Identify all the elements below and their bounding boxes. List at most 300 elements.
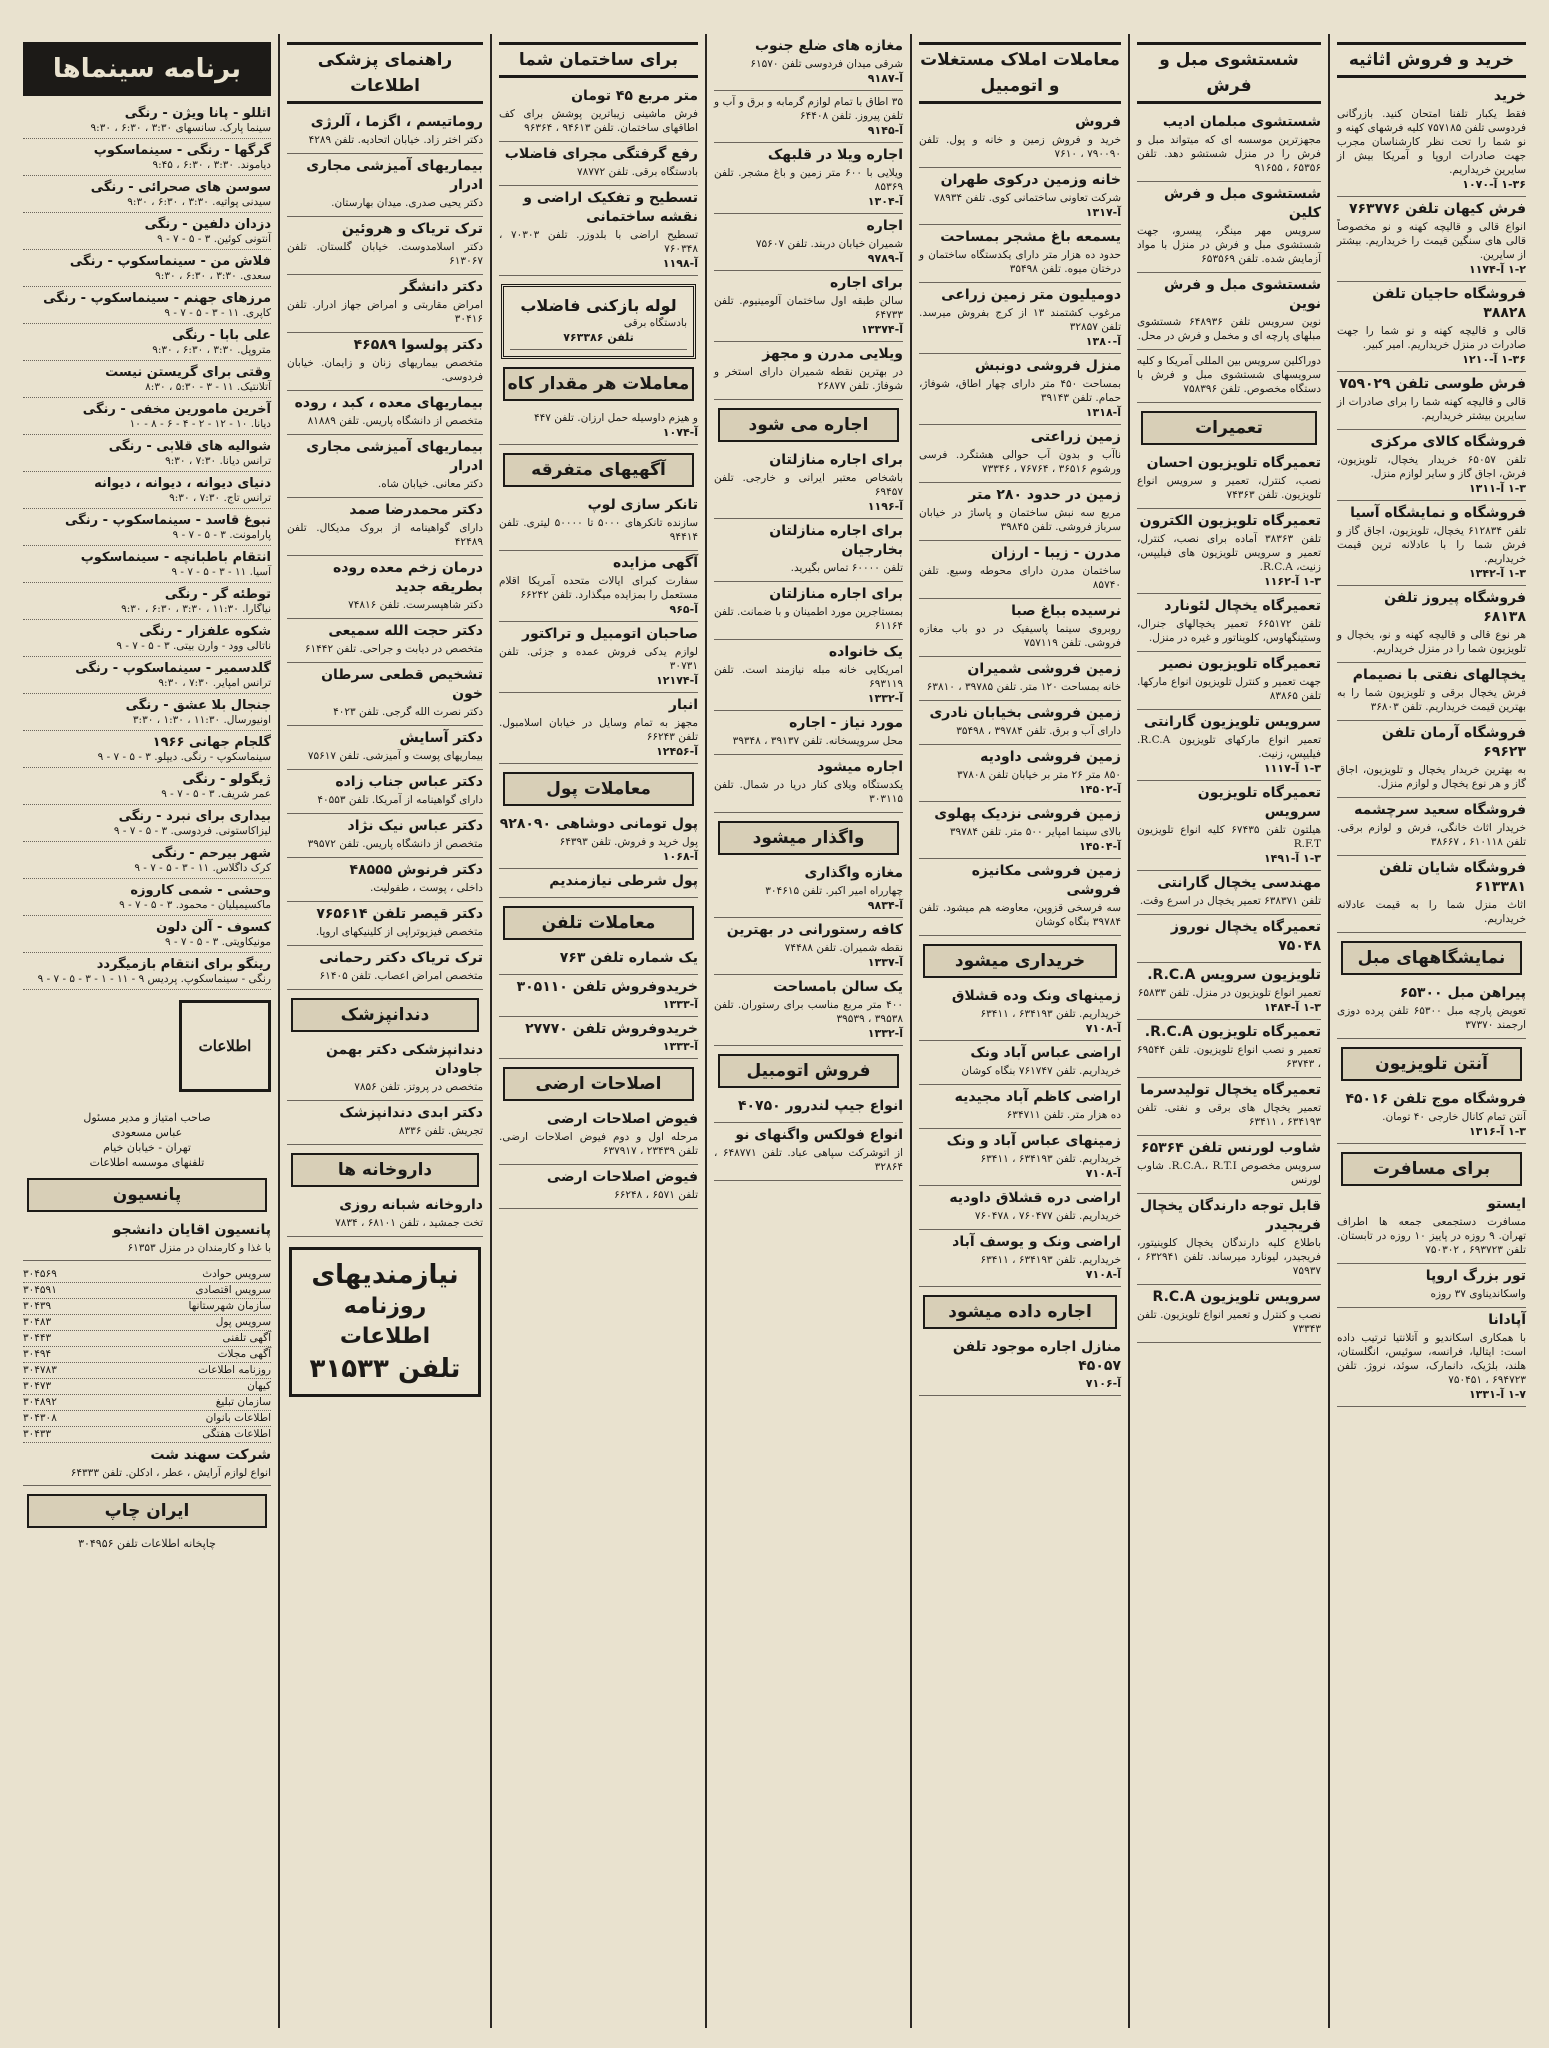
classified-ad [499, 693, 698, 764]
classified-ad [499, 812, 698, 869]
ad-phone: آ-۱۱۹۸ [662, 257, 698, 270]
directory-number: ۳۰۴۳۰۸ [23, 1412, 57, 1424]
classified-ad [714, 918, 903, 975]
ad-body: ده هزار متر. تلفن ۶۳۴۷۱۱ [1006, 1109, 1121, 1121]
classified-ad [919, 283, 1121, 354]
ad-body: خریداریم. تلفن ۶۳۴۱۹۳ ، ۶۳۴۱۱ [980, 1153, 1121, 1165]
ad-title: ویلایی مدرن و مجهز [762, 346, 903, 362]
ad-title: یخچالهای نفتی با نصیمام [1352, 667, 1526, 683]
publisher-line4: تلفنهای موسسه اطلاعات [89, 1156, 205, 1169]
publisher-line2: عباس مسعودی [111, 1126, 183, 1139]
classified-ad [1337, 721, 1526, 798]
ad-phone: آ-۱۳۳۲ [867, 692, 903, 705]
ad-body: فرش یخچال برقی و تلویزیون شما را به بهترین قیمت خریداریم. تلفن ۳۶۸۰۳ [1337, 687, 1526, 713]
ad-body: تعویض پارچه مبل ۶۵۳۰۰ تلفن پرده دوزی ارجمند ۳۷۳۷۰ [1337, 1005, 1526, 1031]
classified-ad [919, 984, 1121, 1041]
ad-title: بیماریهای آمیزشی مجاری ادرار [306, 158, 483, 193]
cinema-listing [23, 842, 271, 879]
ad-body: باشخاص معتبر ایرانی و خارجی. تلفن ۶۹۴۵۷ [714, 472, 903, 498]
classified-ad [499, 142, 698, 186]
cinema-listing [23, 398, 271, 435]
ad-title: دکتر عباس نیک نژاد [347, 818, 483, 834]
ad-phone: آ-۱۳۳۷ [867, 956, 903, 969]
ad-title: اراضی دره قشلاق داودیه [949, 1190, 1121, 1206]
ad-phone: ۱-۳۶ آ-۱۲۱۰ [1462, 353, 1526, 366]
classified-ad [1337, 1087, 1526, 1144]
classified-ad [1137, 710, 1321, 781]
column-header: راهنمای پزشکی اطلاعات [287, 42, 483, 104]
ad-title: فروشگاه آرمان تلفن ۶۹۶۲۳ [1381, 725, 1526, 760]
cinema-showtimes: دیاموند. ۳:۳۰ ، ۶:۳۰ ، ۹:۴۵ [152, 159, 271, 171]
column-header: خرید و فروش اثاثیه [1337, 42, 1526, 78]
classified-ad [1337, 798, 1526, 856]
ad-body: لوازم یدکی فروش عمده و جزئی. تلفن ۳۰۷۳۱ [499, 646, 698, 672]
cinema-listing [23, 583, 271, 620]
ad-phone: ۱-۳ آ-۱۴۸۴ [1263, 1001, 1321, 1014]
classified-ad [287, 726, 483, 770]
cinema-showtimes: ترانس امپایر. ۷:۳۰ ، ۹:۳۰ [158, 677, 271, 689]
cinema-showtimes: ترانس تاج. ۷:۳۰ ، ۹:۳۰ [169, 492, 271, 504]
ad-title: فیوض اصلاحات ارضی [546, 1111, 698, 1127]
ad-body: دارای گواهینامه از بروک مدیکال. تلفن ۴۲۴۸۹ [287, 522, 483, 548]
ad-title: فرش کیهان تلفن ۷۶۳۷۷۶ [1348, 201, 1526, 217]
ad-body: متخصص بیماریهای زنان و زایمان. خیابان فردوسی. [287, 357, 483, 383]
ad-body: تلفن ۶۵۷۱ ، ۶۶۲۴۸ [614, 1189, 698, 1201]
ad-title: دندانپزشکی دکتر بهمن جاودان [325, 1042, 483, 1077]
ad-phone: آ-۱۳۱۷ [1085, 206, 1121, 219]
ad-body: محل سرویسخانه. تلفن ۳۹۱۳۷ ، ۳۹۳۴۸ [732, 735, 903, 747]
ad-phone: آ-۱۴۵۰۲ [1079, 783, 1121, 796]
cinema-listing [23, 139, 271, 176]
ad-title: کافه رستورانی در بهترین [726, 922, 903, 938]
ad-body: سفارت کبرای ایالات متحده آمریکا اقلام مستعمل را بمزایده میگذارد. تلفن ۶۶۲۴۲ [499, 575, 698, 601]
classified-ad [287, 556, 483, 619]
classified-ad [1337, 586, 1526, 663]
directory-name: سرویس پول [215, 1316, 271, 1328]
classified-ad [287, 1101, 483, 1145]
ad-phone: آ-۱۲۴۵۶ [656, 745, 698, 758]
ad-title: شستشوی مبلمان ادیب [1162, 114, 1321, 130]
classified-ad [510, 293, 687, 350]
ad-title: ترک تریاک و هروئین [341, 221, 483, 237]
directory-number: ۳۰۴۹۴ [23, 1348, 52, 1360]
ad-body: خریداریم. تلفن ۷۶۰۴۷۷ ، ۷۶۰۴۷۸ [974, 1210, 1121, 1222]
cinema-title: گلدسمیر - سینماسکوپ - رنگی [75, 661, 271, 676]
ad-body: مرغوب کشتمند ۱۳ از کرج بفروش میرسد. تلفن ۳۲۸۵۷ [919, 307, 1121, 333]
ad-body: خریداریم. تلفن ۶۳۴۱۹۳ ، ۶۳۴۱۱ [980, 1254, 1121, 1266]
ad-title: فروشگاه پیروز تلفن ۶۸۱۳۸ [1384, 590, 1526, 625]
cinema-title: وقتی برای گریستن نیست [105, 365, 271, 380]
section-header: معاملات تلفن [503, 906, 694, 940]
ad-title: اجاره [866, 218, 903, 234]
cinema-title: شوالیه های قلابی - رنگی [108, 439, 271, 454]
cinema-title: شهر بیرحم - رنگی [151, 846, 271, 861]
classified-ad [287, 110, 483, 154]
ad-title: زمین زراعتی [1030, 429, 1121, 445]
cinema-title: دنیای دیوانه ، دیوانه ، دیوانه [94, 476, 271, 491]
ad-phone: ۱-۳ آ-۱۳۱۱ [1468, 482, 1526, 495]
ad-title: شستشوی مبل و فرش کلین [1164, 186, 1321, 221]
ad-title: اراضی عباس آباد ونک [970, 1045, 1121, 1061]
ad-body: تعمیر یخچال های برقی و نفتی. تلفن ۶۳۴۱۹۳ ، ۶۳۴۱۱ [1137, 1102, 1321, 1128]
column-header: برنامه سینماها [23, 42, 271, 96]
ad-company [23, 1443, 271, 1486]
classified-ad [1337, 501, 1526, 586]
ad-phone: آ-۹۶۵ [669, 603, 698, 616]
ad-title: فروشگاه کالای مرکزی [1370, 434, 1526, 450]
section-ads [287, 1038, 483, 1145]
section-header: تعمیرات [1141, 411, 1317, 445]
ad-body: شرکت تعاونی ساختمانی کوی. تلفن ۷۸۹۳۴ [933, 192, 1121, 204]
ad-body: تلفن ۶۵۰۵۷ خریدار یخچال، تلویزیون، فرش، اجاق گاز و سایر لوازم منزل. [1337, 454, 1527, 480]
classified-ad [499, 1017, 698, 1059]
classified-ad [287, 946, 483, 990]
classified-ad [919, 1041, 1121, 1085]
directory-name: سرویس حوادث [202, 1268, 271, 1280]
directory-row [23, 1331, 271, 1347]
classified-ad [287, 858, 483, 902]
ad-title: فروشگاه و نمایشگاه آسیا [1350, 505, 1526, 521]
ad-title: یک سالن بامساحت [773, 979, 903, 995]
section-header: خریداری میشود [923, 944, 1117, 978]
ad-phone: ۱-۳ آ-۱۳۴۲ [1468, 567, 1526, 580]
classified-ad [1337, 1264, 1526, 1308]
section-ads [499, 1107, 698, 1209]
ad-title: بیماریهای معده ، کبد ، روده [294, 395, 483, 411]
ad-title: مورد نیاز - اجاره [789, 715, 903, 731]
ad-phone: آ-۱۱۹۶ [867, 500, 903, 513]
ad-title: انواع جیپ لندرور ۴۰۷۵۰ [737, 1098, 903, 1114]
ad-title: تعمیرگاه یخچال نوروز ۷۵۰۴۸ [1170, 919, 1321, 954]
cinema-title: فلاش من - سینماسکوپ - رنگی [69, 254, 271, 269]
directory-number: ۳۰۴۳۳ [23, 1428, 52, 1440]
column-4 [705, 34, 910, 2028]
ad-title: اراضی کاظم آباد مجیدیه [954, 1089, 1121, 1105]
classified-ad [919, 168, 1121, 225]
ad-body: قالی و قالیچه کهنه شما را برای صادرات از سایرین بیشتر خریداریم. [1337, 396, 1526, 422]
cinema-listing [23, 287, 271, 324]
classified-ad [287, 902, 483, 946]
classified-ad [1137, 451, 1321, 509]
ad-title: زمین فروشی داودیه [980, 749, 1121, 765]
ad-body: انواع قالی و قالیچه کهنه و نو مخصوصاً قالی های سنگین قیمت را خریداریم. بیشتر از سایرین. [1337, 221, 1526, 261]
phone-directory [23, 1267, 271, 1443]
ad-body: شمیران خیابان دربند. تلفن ۷۵۶۰۷ [755, 238, 903, 250]
directory-row [23, 1283, 271, 1299]
ad-title: اجاره میشود [817, 759, 903, 775]
classified-ad [1337, 663, 1526, 721]
classified-ad [499, 622, 698, 693]
ad-title: دکتر قیصر تلفن ۷۶۵۶۱۴ [316, 906, 483, 922]
ad-title: سرویس تلویزیون R.C.A [1152, 1289, 1321, 1305]
ad-line: روزنامه اطلاعات [339, 1294, 431, 1349]
ad-title: مهندسی یخچال گارانتی [1157, 875, 1321, 891]
ad-body: چهارراه امیر اکبر. تلفن ۳۰۴۶۱۵ [765, 885, 903, 897]
classified-ad [1337, 981, 1526, 1039]
ad-title: فروشگاه حاجیان تلفن ۳۸۸۲۸ [1372, 286, 1526, 321]
ad-body: واسکاندیناوی ۳۷ روزه [1430, 1288, 1526, 1300]
directory-name: سرویس اقتصادی [195, 1284, 271, 1296]
columns-container [16, 34, 1533, 2028]
ad-body: سالن طبقه اول ساختمان آلومینیوم. تلفن ۶۴۷۳۳ [714, 295, 903, 321]
cinema-title: مرزهای جهنم - سینماسکوپ - رنگی [43, 291, 271, 306]
ad-title: دکتر فرنوش ۴۸۵۵۵ [349, 862, 483, 878]
ad-phone: آ-۱۳۱۸ [1085, 406, 1121, 419]
ad-title: فروشگاه موج تلفن ۴۵۰۱۶ [1345, 1091, 1526, 1107]
ad-title: بیماریهای آمیزشی مجاری ادرار [306, 439, 483, 474]
cinema-showtimes: ترانس دیانا. ۷:۳۰ ، ۹:۳۰ [165, 455, 271, 467]
ad-phone: آ-۱۳۸۰ [1085, 335, 1121, 348]
ad-body: خریدار اثاث خانگی، فرش و لوازم برقی. تلفن ۶۱۰۱۱۸ ، ۳۸۶۶۷ [1337, 822, 1526, 848]
ad-body: تعمیر انواع تلویزیون در منزل. تلفن ۶۵۸۳۳ [1137, 987, 1321, 999]
classified-ad [287, 1038, 483, 1101]
ad-phone: آ-۹۱۴۵ [867, 124, 903, 137]
section-ads [919, 1335, 1121, 1396]
classified-ad [1137, 871, 1321, 915]
ad-body: هر نوع قالی و قالیچه کهنه و نو، یخچال و تلویزیون شما را در منزل خریداریم. [1337, 629, 1526, 655]
ad-title: زمین فروشی شمیران [967, 661, 1121, 677]
ad-body: متخصص در دیابت و جراحی. تلفن ۶۱۴۴۲ [304, 643, 483, 655]
ad-phone: ۱-۳ آ-۱۱۱۷ [1263, 762, 1321, 775]
ad-title: دکتر پولسوا ۴۶۵۸۹ [353, 337, 483, 353]
ad-title: سرویس تلویزیون گارانتی [1143, 714, 1321, 730]
ad-title: آپادانا [1488, 1312, 1526, 1328]
ad-title: صاحبان اتومبیل و تراکتور [521, 626, 698, 642]
ad-body: دوراکلین سرویس بین المللی آمریکا و کلیه سرویسهای شستشوی مبل و فرش با دستگاه مخصوص. تلفن ۷۵۸۳۹۶ [1137, 355, 1321, 395]
classified-ad [287, 435, 483, 498]
classified-ad [919, 1085, 1121, 1129]
ad-body: آنتن تمام کانال خارجی ۴۰ تومان. [1382, 1111, 1526, 1123]
ad-body: خریداریم. تلفن ۷۶۱۷۴۷ بنگاه کوشان [961, 1065, 1121, 1077]
ad-title: تلویزیون سرویس R.C.A. [1147, 967, 1321, 983]
ad-body: ساختمان مدرن دارای محوطه وسیع. تلفن ۸۵۷۴۰ [919, 565, 1121, 591]
ad-body: خرید و فروش زمین و خانه و پول. تلفن ۷۹۰۰۹۰ ، ۷۶۱۰ [919, 134, 1121, 160]
ad-body: بادستگاه برقی. تلفن ۷۸۷۷۲ [576, 166, 698, 178]
ad-title: تشخیص قطعی سرطان خون [321, 667, 483, 702]
ad-body: در بهترین نقطه شمیران دارای استخر و شوفاژ. تلفن ۲۶۸۷۷ [714, 366, 903, 392]
ad-title: خریدوفروش تلفن ۳۰۵۱۱۰ [516, 979, 698, 995]
cinema-listing [23, 250, 271, 287]
ad-phone: آ-۱۳۳۳ [662, 998, 698, 1011]
classified-ad [499, 551, 698, 622]
ad-body: بمستاجرین مورد اطمینان و با ضمانت. تلفن ۶۱۱۶۴ [714, 606, 903, 632]
cinema-title: شکوه علفزار - رنگی [139, 624, 271, 639]
classified-ad [499, 975, 698, 1017]
ad-body: متخصص از دانشگاه پاریس. تلفن ۳۹۵۷۲ [307, 838, 483, 850]
cinema-showtimes: سیدنی پواتیه. ۳:۳۰ ، ۶:۳۰ ، ۹:۳۰ [127, 196, 271, 208]
cinema-listing [23, 213, 271, 250]
classified-ad [499, 1165, 698, 1209]
ad-phone: آ-۹۸۳۴ [867, 899, 903, 912]
ad-body: تلفن ۳۸۳۶۳ آماده برای نصب، کنترل، تعمیر و سرویس تلویزیون های فیلیپس، زنیت، R.C.A. [1137, 533, 1321, 573]
ad-body: دکتر یحیی صدری. میدان بهارستان. [331, 197, 483, 209]
classified-ad [1137, 1194, 1321, 1285]
cinema-listing [23, 694, 271, 731]
section-ads [714, 861, 903, 1046]
section-header: دندانپزشک [291, 998, 479, 1032]
ad-phone: ۱-۳ آ-۱۴۹۱ [1263, 852, 1321, 865]
cinema-showtimes: پارامونت. ۳ - ۵ - ۷ - ۹ [172, 529, 271, 541]
classified-ad [919, 599, 1121, 657]
ad-body: دارای گواهینامه از آمریکا. تلفن ۴۰۵۵۳ [317, 794, 483, 806]
column-6 [278, 34, 490, 2028]
ad-body: نصب، کنترل، تعمیر و سرویس انواع تلویزیون. تلفن ۷۴۳۶۳ [1137, 475, 1321, 501]
ad-title: خرید [1493, 88, 1526, 104]
cinema-showtimes: کرک داگلاس. ۱۱ - ۳ - ۵ - ۷ - ۹ [134, 862, 271, 874]
ad-phone: آ-۱۳۳۷۴ [861, 323, 903, 336]
classified-ad [714, 640, 903, 711]
ad-title: تعمیرگاه تلویزیون R.C.A. [1144, 1024, 1321, 1040]
ad-body: سرویس مخصوص R.C.A.، R.T.I. شاوب لورنس [1137, 1160, 1321, 1186]
ad-line: تلفن ۳۱۵۳۳ [309, 1354, 461, 1384]
classified-ad [919, 483, 1121, 541]
ad-title: دکتر عباس جناب زاده [335, 774, 483, 790]
ad-title: انبار [668, 697, 698, 713]
cinema-showtimes: رنگی - سینماسکوپ. پردیس ۹ - ۱۱ - ۱ - ۳ - ۵ - ۷ - ۹ [37, 973, 271, 985]
classified-ad [1337, 1308, 1526, 1407]
ad-phone: ۱-۷ آ-۱۳۳۱ [1468, 1388, 1526, 1401]
classified-ad [1137, 110, 1321, 182]
cinema-title: سوسن های صحرائی - رنگی [90, 180, 271, 195]
ad-title: اجاره ویلا در قلبهک [767, 147, 903, 163]
classified-ad [919, 354, 1121, 425]
ad-body: مسافرت دستجمعی جمعه ها اطراف تهران. ۹ روزه در پاییز ۱۰ روزه در تابستان. تلفن ۶۹۳۷۲۳ ، ۷۵۰۳۰۲ [1337, 1216, 1526, 1256]
ad-title: زمین فروشی نزدیک پهلوی [934, 806, 1121, 822]
ad-body: بادستگاه برقی [623, 317, 687, 329]
cinema-title: رینگو برای انتقام بازمیگردد [96, 957, 271, 972]
cinema-title: جنجال بلا عشق - رنگی [125, 698, 271, 713]
classified-ad [287, 814, 483, 858]
ad-title: فروش [1075, 114, 1121, 130]
cinema-title: توطئه گر - رنگی [164, 587, 271, 602]
section-ads [919, 984, 1121, 1287]
ad-title: تسطیح و تفکیک اراضی و نقشه ساختمانی [523, 190, 698, 225]
directory-name: اطلاعات بانوان [205, 1412, 271, 1424]
ad-body: انواع لوازم آرایش ، عطر ، ادکلن. تلفن ۶۴۳۳۳ [70, 1467, 271, 1479]
classified-ad [1337, 372, 1526, 430]
ad-body: تخت جمشید ، تلفن ۶۸۱۰۱ ، ۷۸۳۴ [335, 1217, 483, 1229]
classified-ad [714, 448, 903, 519]
ad-title: دکتر دانشگر [400, 279, 483, 295]
classified-ad [499, 869, 698, 898]
ad-title: فروشگاه شایان تلفن ۶۱۳۳۸۱ [1379, 860, 1526, 895]
section-header: آگهیهای متفرقه [503, 453, 694, 487]
ad-phone: آ-۷۱۰۶ [1085, 1377, 1121, 1390]
ad-body: قالی و قالیچه کهنه و نو شما را جهت صادرات در منزل خریداریم. امیر کبیر. [1337, 325, 1526, 351]
ad-title: اراضی ونک و یوسف آباد [952, 1234, 1121, 1250]
ad-body: ۸۵۰ متر ۲۶ متر بر خیابان تلفن ۳۷۸۰۸ [956, 769, 1121, 781]
cinema-listing [23, 324, 271, 361]
directory-number: ۳۰۴۵۶۹ [23, 1268, 57, 1280]
classified-ad [287, 770, 483, 814]
ad-body: جهت تعمیر و کنترل تلویزیون انواع مارکها. تلفن ۸۳۸۶۵ [1137, 676, 1321, 702]
ad-title: تعمیرگاه تلویزیون سرویس [1197, 785, 1321, 820]
ad-body: تسطیح اراضی با بلدوزر. تلفن ۷۰۳۰۳ ، ۷۶۰۳۴۸ [499, 229, 698, 255]
cinema-title: نبوغ قاسد - سینماسکوپ - رنگی [65, 513, 271, 528]
classified-ad [919, 1186, 1121, 1230]
directory-name: روزنامه اطلاعات [198, 1364, 271, 1376]
ad-body: سازنده تانکرهای ۵۰۰۰ تا ۵۰۰۰۰ لیتری. تلفن ۹۴۴۱۴ [499, 517, 698, 543]
ad-phone: آ-۱۳۰۴ [867, 195, 903, 208]
classified-ad [1137, 594, 1321, 652]
classified-ad [1137, 781, 1321, 871]
cinema-title: اتللو - پانا ویژن - رنگی [124, 106, 271, 121]
cinema-listing [23, 472, 271, 509]
ad-body: یکدستگاه ویلای کنار دریا در شمال. تلفن ۳۰۳۱۱۵ [714, 779, 903, 805]
classified-ad [919, 701, 1121, 745]
directory-number: ۳۰۴۸۹۲ [23, 1396, 57, 1408]
ad-body: با غذا و کارمندان در منزل ۶۱۳۵۳ [127, 1242, 271, 1254]
ad-phone: آ-۱۲۱۷۴ [656, 674, 698, 687]
cinema-showtimes: دیانا. ۱۰ - ۱۲ - ۲ - ۴ - ۶ - ۸ - ۱۰ [129, 418, 271, 430]
printer-name: ایران چاپ [27, 1494, 267, 1528]
classified-ad [499, 407, 698, 445]
classified-ad [1337, 282, 1526, 372]
ad-body: دکتر معانی. خیابان شاه. [377, 478, 483, 490]
ad-title: شاوب لورنس تلفن ۶۵۳۶۴ [1141, 1140, 1321, 1156]
section-ads [714, 1094, 903, 1181]
classified-ad [1337, 430, 1526, 501]
classified-ad [714, 861, 903, 918]
ad-body: باطلاع کلیه دارندگان یخچال کلوینیتور، فریجیدر، لیونارد میرساند. تلفن ۶۳۲۹۴۱ ، ۷۵۹۳۷ [1137, 1237, 1321, 1277]
ad-title: داروخانه شبانه روزی [339, 1197, 483, 1213]
ad-title: پیراهن مبل ۶۵۳۰۰ [1399, 985, 1526, 1001]
cinema-showtimes: ناتالی وود - وارن بیتی. ۳ - ۵ - ۷ - ۹ [116, 640, 271, 652]
classified-ad [714, 755, 903, 813]
section-ads [499, 407, 698, 445]
ad-body: دکتر شاهپسرست. تلفن ۷۴۸۱۶ [348, 599, 483, 611]
ad-title: تعمیرگاه تلویزیون نصیر [1159, 656, 1321, 672]
ad-body: مجهزترین موسسه ای که میتواند مبل و فرش را در منزل شستشو دهد. تلفن ۶۵۳۵۶ ، ۹۱۶۵۵ [1137, 134, 1321, 174]
printer-phone: چاپخانه اطلاعات تلفن ۳۰۴۹۵۶ [78, 1537, 216, 1550]
ad-phone: آ-۱۳۳۳ [662, 1040, 698, 1053]
directory-row [23, 1347, 271, 1363]
cinema-listing [23, 176, 271, 213]
ad-title: لوله بازکنی فاضلاب [520, 296, 677, 315]
ad-phone: ۱-۳ آ-۱۱۶۲ [1263, 575, 1321, 588]
classified-ad [714, 582, 903, 640]
classified-ad [919, 110, 1121, 168]
section-header: اجاره می شود [718, 408, 899, 442]
classified-ad [1137, 652, 1321, 710]
classified-ad [714, 519, 903, 582]
ad-title: رفع گرفتگی مجرای فاضلاب [504, 146, 698, 162]
section-ads [714, 448, 903, 813]
ad-phone: آ-۱۳۳۲ [867, 1027, 903, 1040]
ad-body: سرویس مهر مینگر، پیسرو، جهت شستشوی مبل و فرش در منزل با مواد آزمایش شده. تلفن ۶۵۳۵۶۹ [1137, 225, 1321, 265]
ad-body: تلفن ۶۳۸۳۷۱ تعمیر یخچال در اسرع وقت. [1139, 895, 1321, 907]
ad-title: دکتر محمدرضا صمد [349, 502, 483, 518]
classified-ad [714, 143, 903, 214]
ad-title: شرکت سهند شت [150, 1447, 271, 1463]
classified-ad [714, 1094, 903, 1123]
ad-phone: آ-۱۴۵۰۴ [1079, 840, 1121, 853]
classified-ad [499, 946, 698, 975]
publisher-block [23, 1110, 271, 1170]
classified-ad [287, 154, 483, 217]
ad-body: مرحله اول و دوم فیوض اصلاحات ارضی. تلفن ۲۳۴۳۹ ، ۶۳۷۹۱۷ [499, 1131, 698, 1157]
ad-title: پانسیون اقایان دانشجو [112, 1222, 271, 1238]
ad-phone: تلفن ۷۶۳۳۸۶ [563, 331, 634, 344]
classified-ad [919, 425, 1121, 483]
cinema-listing [23, 805, 271, 842]
ad-title: نرسیده بباغ صبا [1011, 603, 1121, 619]
cinema-title: بیداری برای نبرد - رنگی [118, 809, 271, 824]
ad-title: تانکر سازی لوپ [587, 497, 698, 513]
directory-row [23, 1363, 271, 1379]
ad-title: روماتیسم ، اگزما ، آلرژی [310, 114, 483, 130]
ad-pansion [23, 1218, 271, 1261]
